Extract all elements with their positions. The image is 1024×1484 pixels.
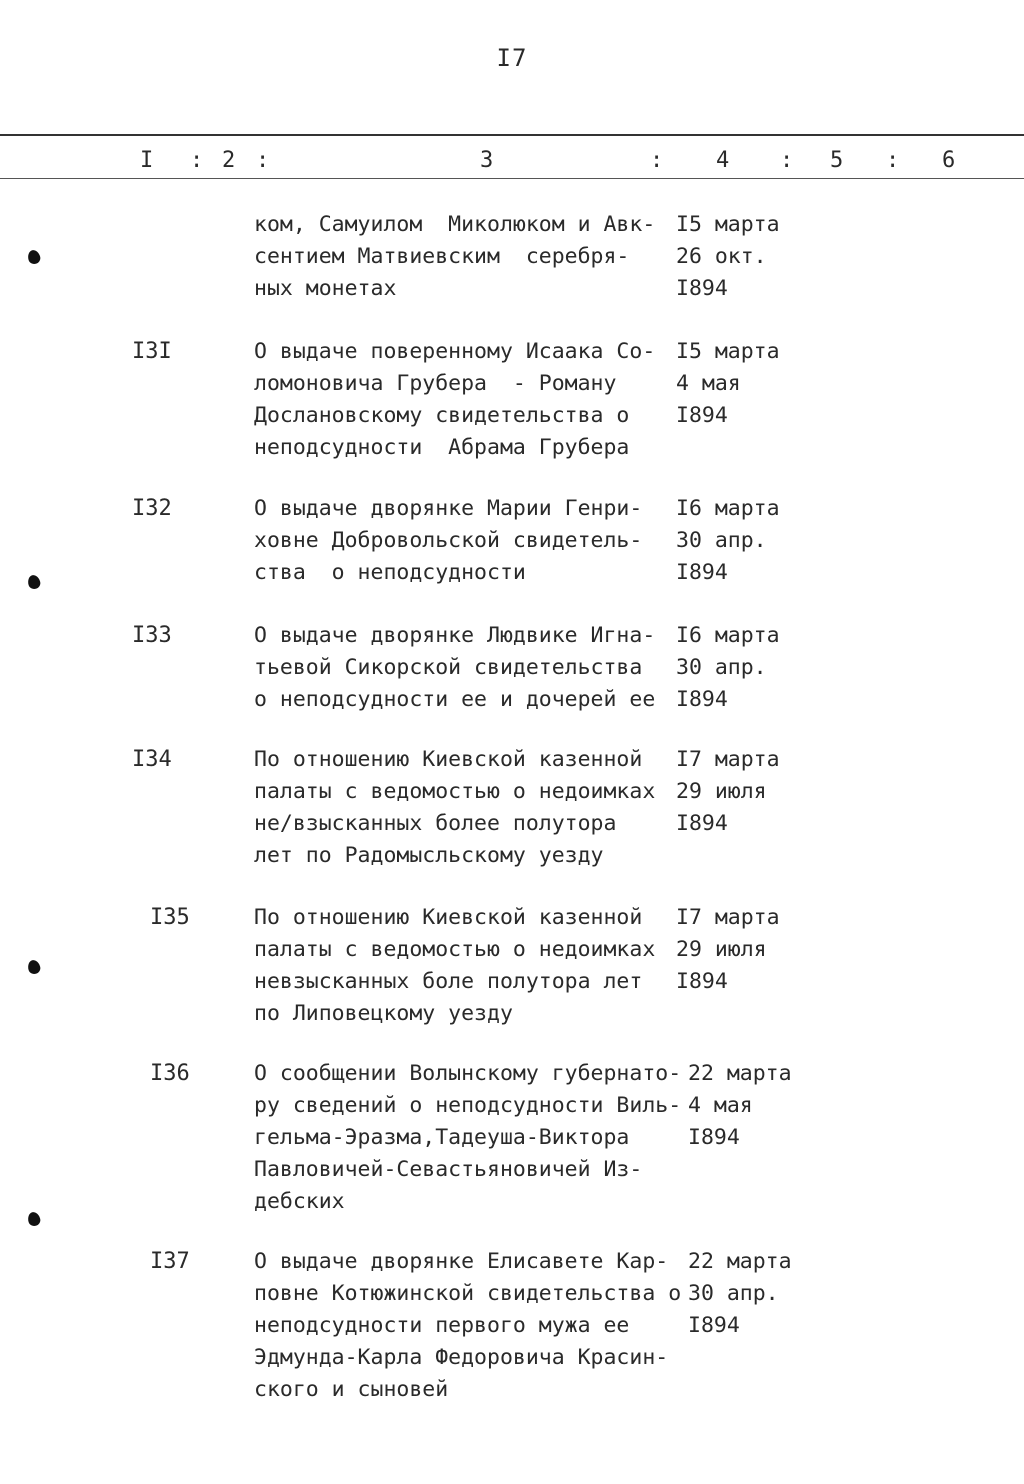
row-dates: [676, 744, 806, 840]
row-number: I36: [150, 1061, 190, 1086]
date-end: 4 мая: [676, 371, 741, 396]
description-line: О выдаче дворянке Марии Генри-: [254, 496, 643, 521]
row-number: I33: [132, 623, 172, 648]
description-line: тьевой Сикорской свидетельства: [254, 655, 643, 680]
description-line: палаты с ведомостью о недоимках: [254, 937, 656, 962]
row-description: [254, 1058, 682, 1218]
date-end: 26 окт.: [676, 244, 767, 269]
description-line: Павловичей-Севастьяновичей Из-: [254, 1157, 643, 1182]
description-line: по Липовецкому уезду: [254, 1001, 513, 1026]
row-number: I34: [132, 747, 172, 772]
description-line: ных монетах: [254, 276, 397, 301]
column-separator: :: [190, 148, 204, 173]
description-line: По отношению Киевской казенной: [254, 905, 643, 930]
description-line: палаты с ведомостью о недоимках: [254, 779, 656, 804]
binding-hole-mark: [26, 249, 41, 266]
description-line: гельма-Эразма,Тадеуша-Виктора: [254, 1125, 630, 1150]
description-line: ства о неподсудности: [254, 560, 526, 585]
description-line: Эдмунда-Карла Федоровича Красин-: [254, 1345, 669, 1370]
description-line: неподсудности первого мужа ее: [254, 1313, 630, 1338]
date-start: I6 марта: [676, 496, 780, 521]
row-description: [254, 744, 674, 872]
date-year: I894: [688, 1313, 740, 1338]
date-start: I7 марта: [676, 747, 780, 772]
column-header-1: I: [140, 148, 154, 173]
binding-hole-mark: [26, 574, 41, 591]
column-separator: :: [886, 148, 900, 173]
row-dates: [676, 902, 806, 998]
date-year: I894: [676, 811, 728, 836]
row-description: [254, 902, 674, 1030]
date-start: 22 марта: [688, 1249, 792, 1274]
column-separator: :: [256, 148, 270, 173]
row-number: I35: [150, 905, 190, 930]
row-dates: [688, 1246, 818, 1342]
page-number: I7: [496, 44, 528, 72]
column-header-5: 5: [830, 148, 844, 173]
binding-hole-mark: [26, 959, 41, 976]
column-header-2: 2: [222, 148, 236, 173]
date-start: 22 марта: [688, 1061, 792, 1086]
row-description: [254, 209, 674, 305]
date-end: 29 июля: [676, 779, 767, 804]
description-line: ломоновича Грубера - Роману: [254, 371, 617, 396]
date-year: I894: [676, 403, 728, 428]
date-start: I5 марта: [676, 339, 780, 364]
description-line: неподсудности Абрама Грубера: [254, 435, 630, 460]
date-year: I894: [676, 969, 728, 994]
date-end: 30 апр.: [688, 1281, 779, 1306]
date-end: 30 апр.: [676, 655, 767, 680]
column-header-6: 6: [942, 148, 956, 173]
date-start: I5 марта: [676, 212, 780, 237]
date-start: I7 марта: [676, 905, 780, 930]
description-line: не/взысканных более полутора: [254, 811, 617, 836]
row-description: [254, 336, 674, 464]
row-dates: [676, 620, 806, 716]
description-line: лет по Радомысльскому уезду: [254, 843, 604, 868]
header-bottom-rule: [0, 178, 1024, 179]
description-line: ком, Самуилом Миколюком и Авк-: [254, 212, 656, 237]
date-year: I894: [676, 560, 728, 585]
date-end: 4 мая: [688, 1093, 753, 1118]
column-header-3: 3: [480, 148, 494, 173]
description-line: дебских: [254, 1189, 345, 1214]
row-number: I3I: [132, 339, 172, 364]
row-description: [254, 1246, 682, 1406]
date-start: I6 марта: [676, 623, 780, 648]
row-number: I37: [150, 1249, 190, 1274]
description-line: ского и сыновей: [254, 1377, 449, 1402]
description-line: Дослановскому свидетельства о: [254, 403, 630, 428]
row-description: [254, 620, 674, 716]
description-line: ру сведений о неподсудности Виль-: [254, 1093, 682, 1118]
description-line: о неподсудности ее и дочерей ее: [254, 687, 656, 712]
column-header-4: 4: [716, 148, 730, 173]
description-line: невзысканных боле полутора лет: [254, 969, 643, 994]
column-separator: :: [780, 148, 794, 173]
date-year: I894: [676, 687, 728, 712]
date-year: I894: [676, 276, 728, 301]
row-number: I32: [132, 496, 172, 521]
date-end: 30 апр.: [676, 528, 767, 553]
row-dates: [676, 209, 806, 305]
description-line: По отношению Киевской казенной: [254, 747, 643, 772]
description-line: сентием Матвиевским серебря-: [254, 244, 630, 269]
row-dates: [688, 1058, 818, 1154]
row-dates: [676, 336, 806, 432]
date-year: I894: [688, 1125, 740, 1150]
binding-hole-mark: [26, 1211, 41, 1228]
description-line: О выдаче поверенному Исаака Со-: [254, 339, 656, 364]
description-line: О выдаче дворянке Елисавете Кар-: [254, 1249, 669, 1274]
description-line: повне Котюжинской свидетельства о: [254, 1281, 682, 1306]
description-line: О сообщении Волынскому губернато-: [254, 1061, 682, 1086]
description-line: О выдаче дворянке Людвике Игна-: [254, 623, 656, 648]
row-description: [254, 493, 674, 589]
column-separator: :: [650, 148, 664, 173]
header-top-rule: [0, 134, 1024, 136]
row-dates: [676, 493, 806, 589]
date-end: 29 июля: [676, 937, 767, 962]
description-line: ховне Добровольской свидетель-: [254, 528, 643, 553]
